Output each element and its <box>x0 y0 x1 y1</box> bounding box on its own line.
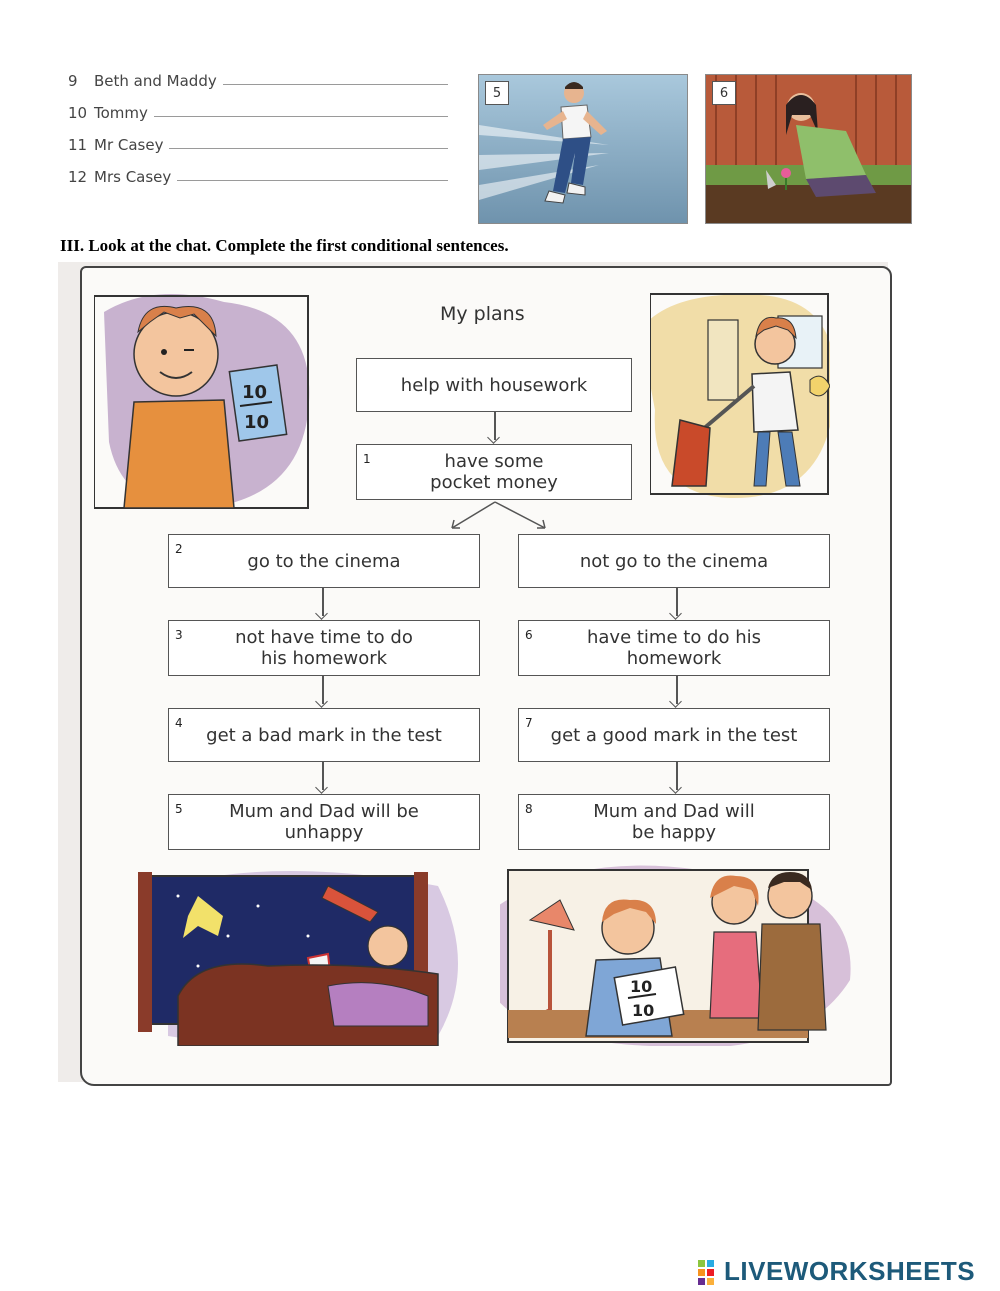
logo-text: LIVEWORKSHEETS <box>724 1256 976 1286</box>
box-text: Mum and Dad will be unhappy <box>229 801 419 843</box>
cinema-illustration <box>138 866 468 1046</box>
boy-score-drawing <box>94 292 316 514</box>
picture-number: 5 <box>485 81 509 105</box>
item-name: Tommy <box>94 104 148 122</box>
box-number: 7 <box>525 716 533 730</box>
flow-left-box-2 <box>168 534 480 588</box>
down-arrow <box>676 588 678 616</box>
running-man-illustration <box>479 75 687 223</box>
flow-left-box-5 <box>168 794 480 850</box>
box-number: 6 <box>525 628 533 642</box>
box-number: 3 <box>175 628 183 642</box>
down-arrow <box>676 762 678 790</box>
item-number: 10 <box>68 104 88 122</box>
liveworksheets-logo-icon <box>698 1258 724 1286</box>
vacuum-drawing <box>650 290 830 500</box>
box-number: 2 <box>175 542 183 556</box>
item-number: 12 <box>68 168 88 186</box>
box-number: 4 <box>175 716 183 730</box>
box-text: have time to do his homework <box>586 627 761 669</box>
box-number: 1 <box>363 452 371 466</box>
family-illustration <box>500 860 860 1046</box>
flow-top-box <box>356 358 632 412</box>
score-top: 10 <box>242 382 268 403</box>
item-name: Beth and Maddy <box>94 72 217 90</box>
flow-right-box-7 <box>518 708 830 762</box>
score-bottom: 10 <box>632 1001 655 1020</box>
item-name: Mrs Casey <box>94 168 172 186</box>
flow-left-box-3 <box>168 620 480 676</box>
exercise-heading: III. Look at the chat. Complete the first conditional sentences. <box>60 236 509 255</box>
flow-box-1 <box>356 444 632 500</box>
boy-with-score-illustration <box>94 292 316 514</box>
down-arrow <box>322 588 324 616</box>
flow-right-box-a <box>518 534 830 588</box>
box-number: 8 <box>525 802 533 816</box>
family-drawing <box>500 860 860 1046</box>
down-arrow <box>676 676 678 704</box>
list-item <box>68 90 448 122</box>
picture-running <box>478 74 688 224</box>
box-text: go to the cinema <box>247 550 401 572</box>
liveworksheets-logo <box>698 1256 975 1287</box>
cinema-drawing <box>138 866 468 1046</box>
list-item <box>68 122 448 154</box>
box-text: get a bad mark in the test <box>206 724 442 746</box>
box-number: 5 <box>175 802 183 816</box>
answer-line[interactable] <box>169 148 448 149</box>
flow-right-box-8 <box>518 794 830 850</box>
box-text: have some pocket money <box>430 451 558 493</box>
picture-number: 6 <box>712 81 736 105</box>
answer-line[interactable] <box>154 116 448 117</box>
box-text: not have time to do his homework <box>235 627 413 669</box>
down-arrow <box>494 412 496 440</box>
item-number: 11 <box>68 136 88 154</box>
score-bottom: 10 <box>244 412 270 433</box>
down-arrow <box>322 676 324 704</box>
flow-top-text: help with housework <box>400 374 588 396</box>
split-arrows <box>440 500 560 534</box>
flow-left-box-4 <box>168 708 480 762</box>
flow-title: My plans <box>440 303 525 325</box>
answer-list <box>68 58 448 186</box>
score-top: 10 <box>630 977 653 996</box>
flow-right-box-6 <box>518 620 830 676</box>
list-item <box>68 154 448 186</box>
down-arrow <box>322 762 324 790</box>
box-text: Mum and Dad will be happy <box>593 801 755 843</box>
box-text: get a good mark in the test <box>550 724 798 746</box>
answer-line[interactable] <box>177 180 448 181</box>
picture-gardening <box>705 74 912 224</box>
item-number: 9 <box>68 72 78 90</box>
answer-line[interactable] <box>223 84 448 85</box>
boy-vacuuming-illustration <box>650 290 830 500</box>
item-name: Mr Casey <box>94 136 164 154</box>
list-item <box>68 58 448 90</box>
box-text: not go to the cinema <box>579 550 769 572</box>
gardening-woman-illustration <box>706 75 911 223</box>
